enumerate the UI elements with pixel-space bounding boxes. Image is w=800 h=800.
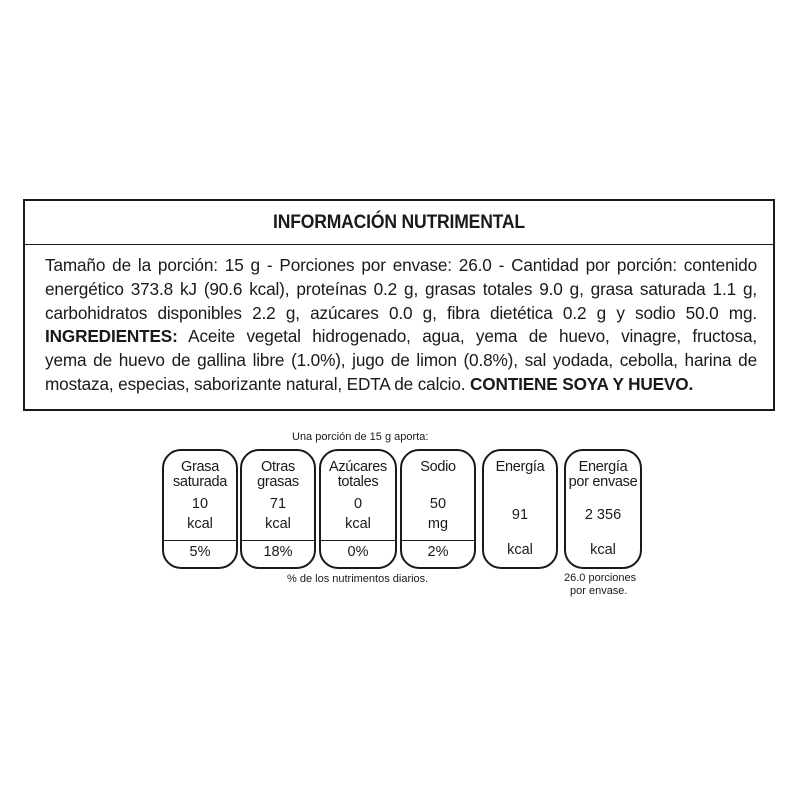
icon-value: 50	[429, 496, 447, 512]
percent-band	[164, 540, 236, 567]
nutrition-info-box	[23, 199, 775, 411]
icon-value: 71	[269, 496, 287, 512]
icon-value: 0	[353, 496, 363, 512]
portions-per-package-caption-1: 26.0 porciones	[564, 572, 637, 584]
saturated-fat-icon	[162, 449, 238, 569]
title-divider	[25, 244, 773, 245]
icon-percent: 5%	[189, 544, 211, 560]
icon-value: 10	[191, 496, 209, 512]
ingredients-line-2: yema de huevo de gallina libre (1.0%), jugo de limon (0.8%), sal yodada, cebolla, harina de	[45, 350, 757, 371]
serving-line-2: energético 373.8 kJ (90.6 kcal), proteínas 0.2 g, grasas totales 9.0 g, grasa saturada 1.1 g,	[45, 278, 757, 299]
icon-unit: kcal	[345, 516, 371, 532]
icon-unit: mg	[427, 516, 449, 532]
percent-band	[321, 540, 395, 567]
icon-label-2: por envase	[568, 474, 638, 490]
portions-per-package-caption-2: por envase.	[570, 585, 628, 597]
percent-band	[242, 540, 314, 567]
icon-label-1: Sodio	[420, 459, 456, 475]
nutrition-info-text	[45, 254, 757, 397]
portion-caption: Una porción de 15 g aporta:	[292, 431, 429, 443]
icon-label-2: totales	[337, 474, 379, 490]
other-fats-icon	[240, 449, 316, 569]
icon-label-1: Otras	[261, 459, 295, 475]
sodium-icon	[400, 449, 476, 569]
daily-nutrients-caption: % de los nutrimentos diarios.	[287, 573, 429, 585]
icon-unit: kcal	[507, 542, 533, 558]
ingredients-line-3	[45, 373, 757, 397]
icon-percent: 0%	[347, 544, 369, 560]
icon-unit: kcal	[265, 516, 291, 532]
total-sugars-icon	[319, 449, 397, 569]
ingredients-text-3: mostaza, especias, saborizante natural, EDTA de calcio.	[45, 373, 471, 394]
icon-label-1: Energía	[495, 459, 545, 475]
energy-per-package-icon	[564, 449, 642, 569]
nutrition-info-title: INFORMACIÓN NUTRIMENTAL	[273, 211, 525, 233]
icon-label-1: Azúcares	[328, 459, 388, 475]
icon-label-1: Energía	[578, 459, 628, 475]
serving-line-1: Tamaño de la porción: 15 g - Porciones por envase: 26.0 - Cantidad por porción: contenido	[45, 255, 757, 275]
icon-value: 2 356	[584, 507, 622, 523]
percent-band	[402, 540, 474, 567]
allergen-warning: CONTIENE SOYA Y HUEVO.	[470, 373, 694, 394]
ingredients-text-1: Aceite vegetal hidrogenado, agua, yema de huevo, vinagre, fructosa,	[177, 326, 757, 347]
icon-percent: 2%	[427, 544, 449, 560]
icon-label-2: grasas	[257, 474, 299, 490]
energy-icon	[482, 449, 558, 569]
icon-label-2: saturada	[172, 474, 228, 490]
icon-percent: 18%	[263, 544, 293, 560]
icon-value: 91	[511, 507, 529, 523]
icon-unit: kcal	[187, 516, 213, 532]
ingredients-line-1	[45, 325, 757, 349]
icon-label-1: Grasa	[181, 459, 219, 475]
icon-unit: kcal	[590, 542, 616, 558]
serving-line-3: carbohidratos disponibles 2.2 g, azúcares 0.0 g, fibra dietética 0.2 g y sodio 50.0 mg.	[45, 302, 757, 323]
ingredients-label: INGREDIENTES:	[45, 326, 178, 347]
